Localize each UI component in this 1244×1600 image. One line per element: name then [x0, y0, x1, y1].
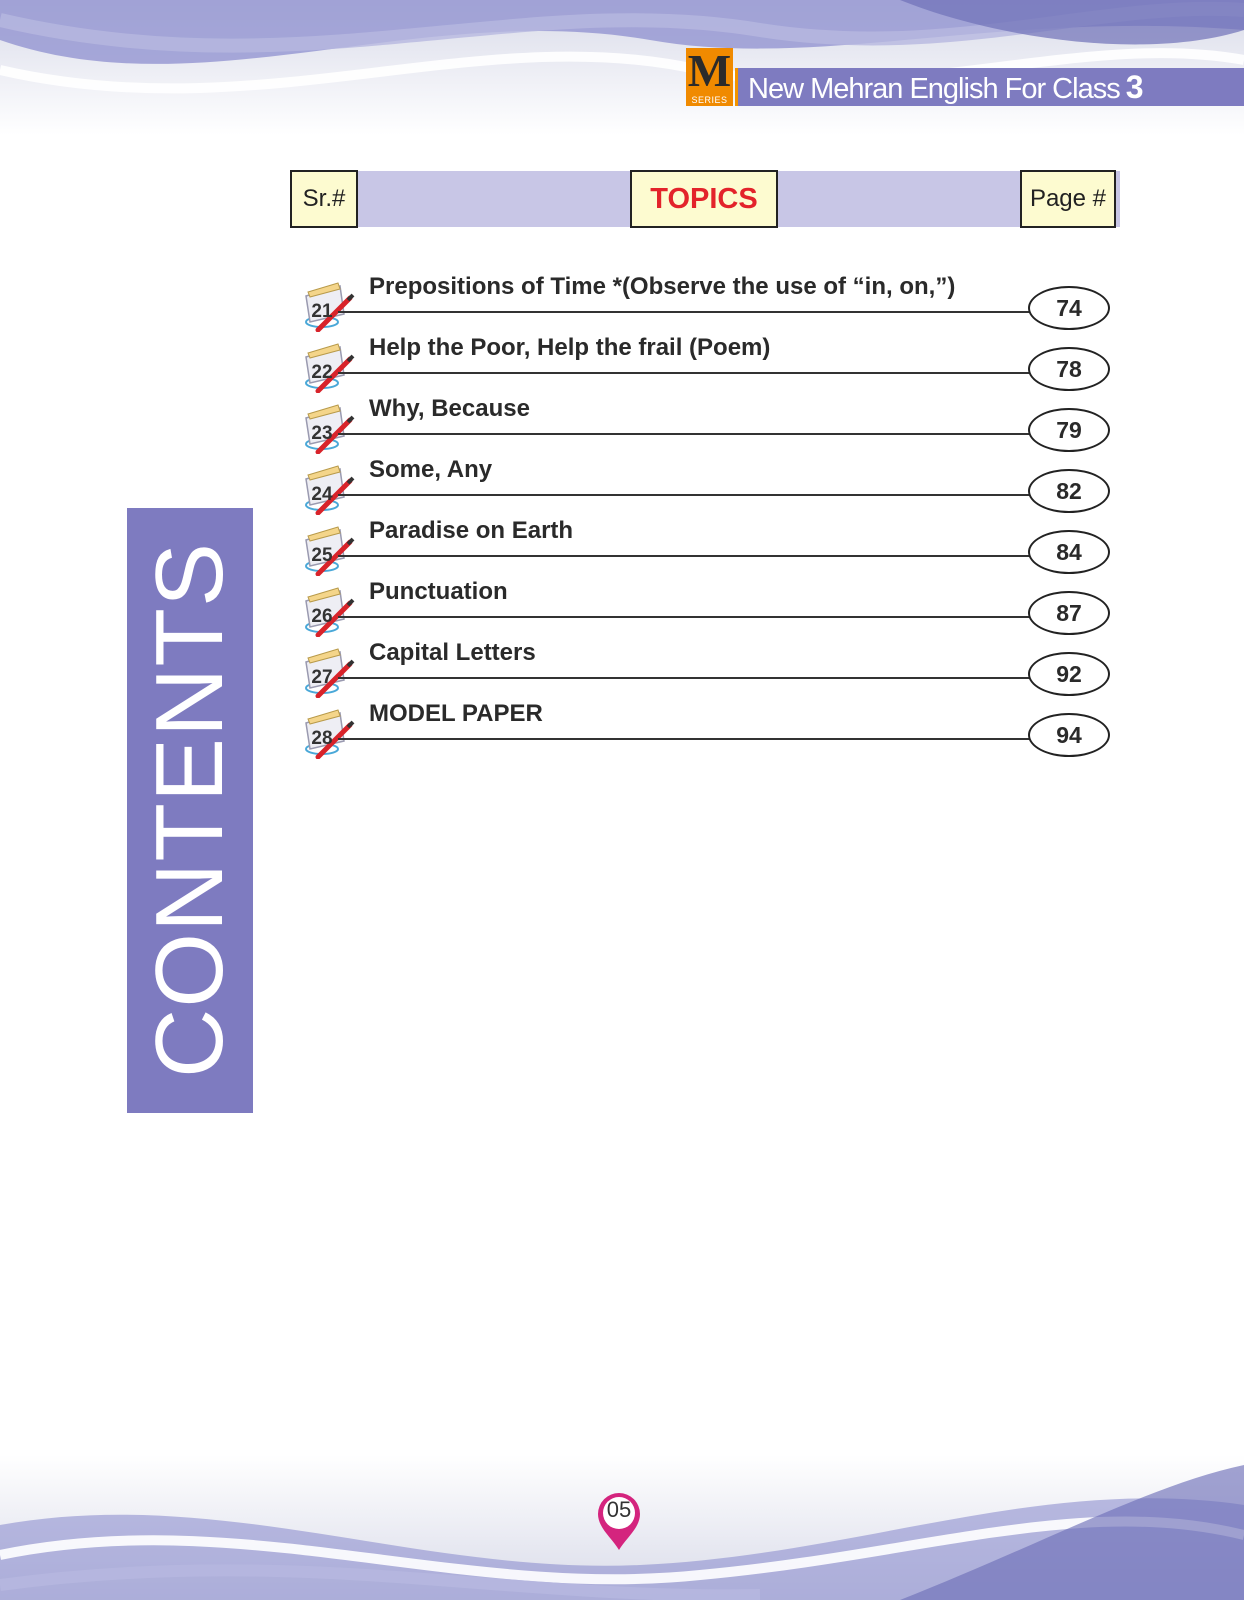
row-page-number: 87 [1028, 591, 1110, 635]
logo-caption: SERIES [691, 95, 728, 105]
contents-row [300, 334, 1112, 393]
row-page-number: 78 [1028, 347, 1110, 391]
row-number: 25 [311, 545, 333, 566]
book-title [748, 68, 1143, 106]
row-number: 24 [311, 484, 333, 505]
m-series-logo [686, 45, 733, 106]
row-topic: Paradise on Earth [369, 517, 574, 544]
row-number: 26 [311, 606, 333, 627]
contents-row [300, 273, 1112, 332]
class-number: 3 [1125, 69, 1143, 105]
row-leader-line [338, 311, 1030, 313]
row-page-number: 92 [1028, 652, 1110, 696]
row-topic: MODEL PAPER [369, 700, 543, 727]
row-number: 28 [311, 728, 333, 749]
logo-letter: M [687, 45, 732, 96]
book-title-text: New Mehran English For Class [748, 73, 1120, 105]
row-page-number: 74 [1028, 286, 1110, 330]
contents-row [300, 700, 1112, 759]
row-leader-line [338, 494, 1030, 496]
contents-row [300, 517, 1112, 576]
row-page-number: 79 [1028, 408, 1110, 452]
row-topic: Help the Poor, Help the frail (Poem) [369, 334, 771, 361]
row-number: 27 [311, 667, 333, 688]
row-leader-line [338, 677, 1030, 679]
page-number-pin [594, 1490, 644, 1552]
row-page-number: 84 [1028, 530, 1110, 574]
row-leader-line [338, 555, 1030, 557]
row-leader-line [338, 738, 1030, 740]
topics-column-header: TOPICS [630, 170, 778, 228]
row-number: 22 [311, 362, 333, 383]
row-leader-line [338, 616, 1030, 618]
row-leader-line [338, 433, 1030, 435]
serial-column-header: Sr.# [290, 170, 358, 228]
row-topic: Capital Letters [369, 639, 536, 666]
contents-row [300, 395, 1112, 454]
page-number: 05 [606, 1497, 632, 1522]
header-band [735, 68, 1244, 106]
contents-side-panel [127, 508, 253, 1113]
row-number: 23 [311, 423, 333, 444]
row-topic: Why, Because [369, 395, 530, 422]
contents-label: CONTENTS [136, 542, 243, 1078]
row-page-number: 82 [1028, 469, 1110, 513]
contents-row [300, 456, 1112, 515]
page-column-header: Page # [1020, 170, 1116, 228]
row-number: 21 [311, 301, 333, 322]
row-topic: Some, Any [369, 456, 493, 483]
row-topic: Prepositions of Time *(Observe the use of “in, on,”) [369, 273, 956, 300]
row-leader-line [338, 372, 1030, 374]
row-topic: Punctuation [369, 578, 508, 605]
row-page-number: 94 [1028, 713, 1110, 757]
contents-row [300, 578, 1112, 637]
contents-row [300, 639, 1112, 698]
